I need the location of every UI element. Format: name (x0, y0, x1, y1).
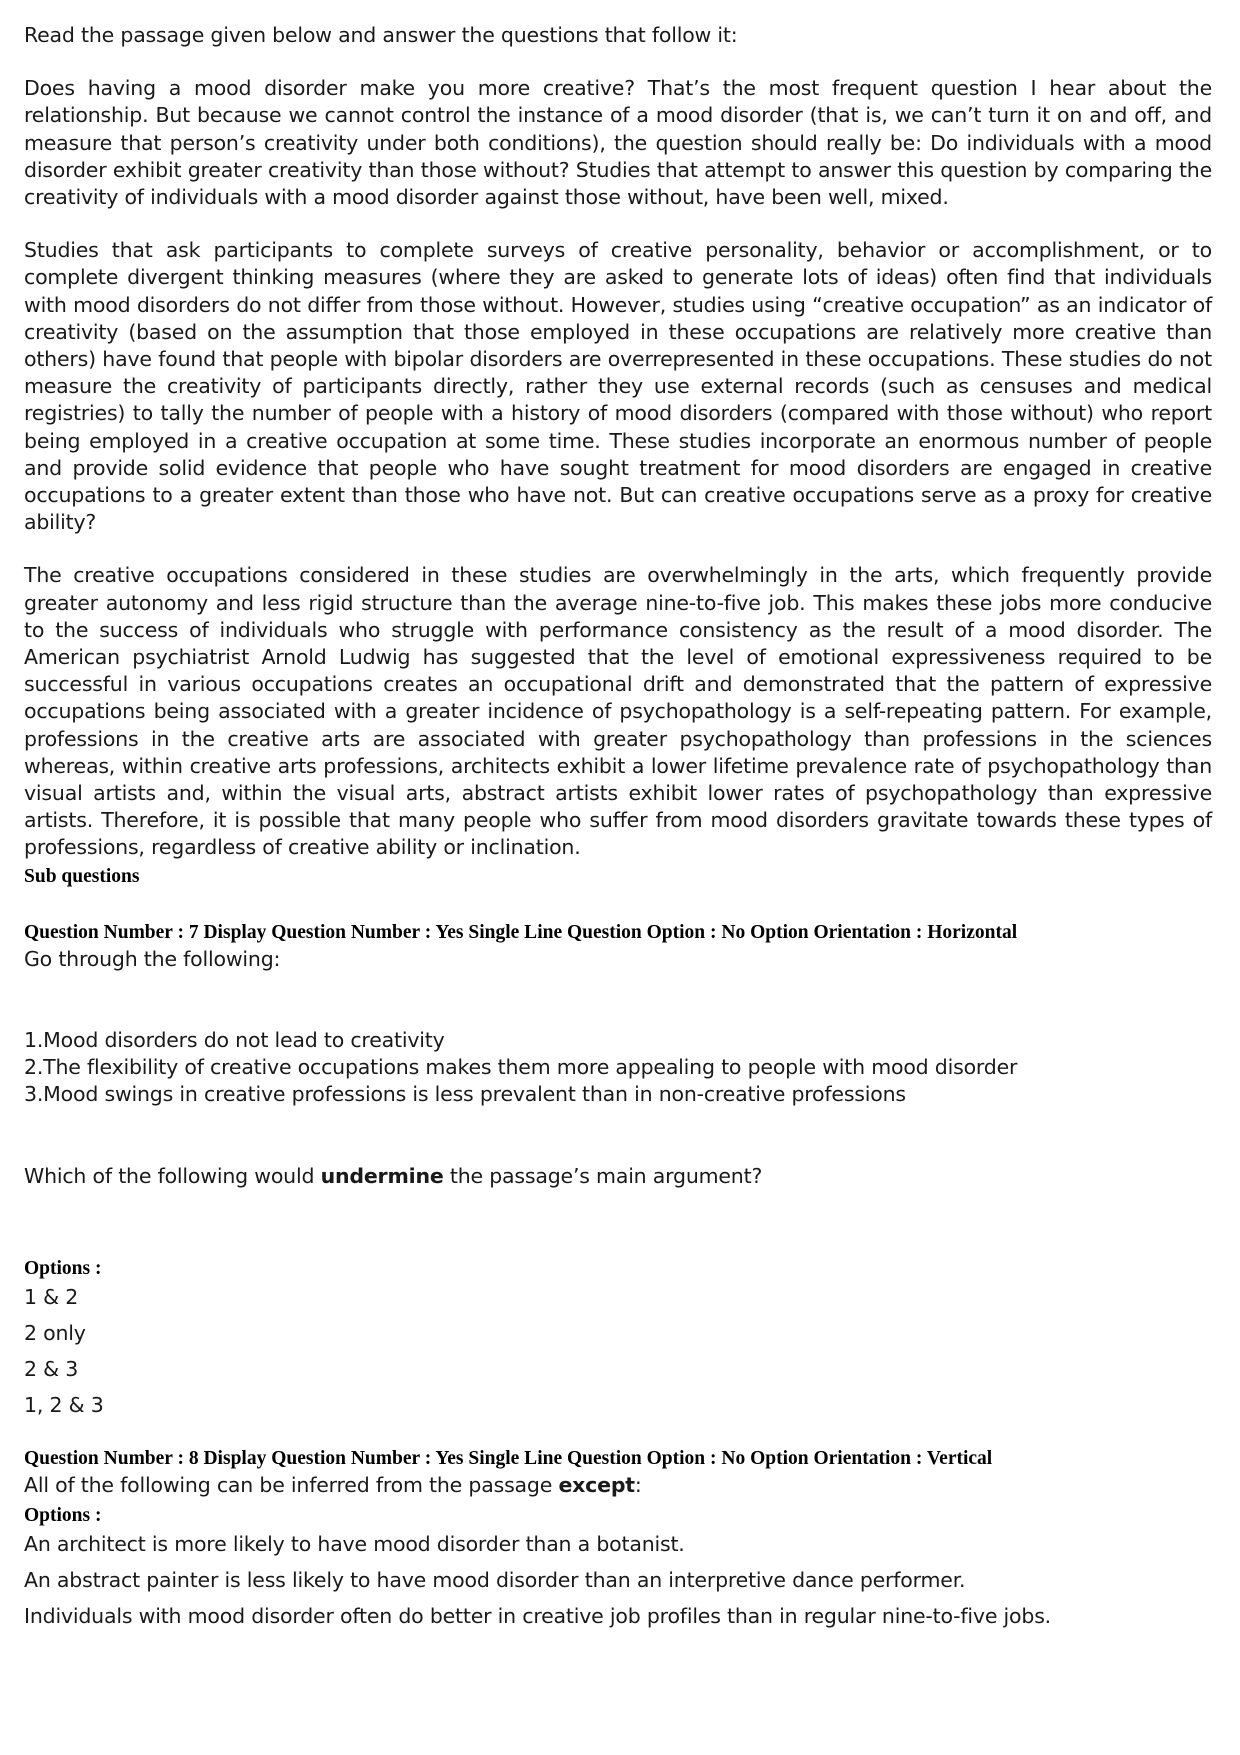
question-7-options-label: Options : (24, 1257, 102, 1279)
option-item[interactable]: An architect is more likely to have mood disorder than a botanist. (24, 1531, 685, 1556)
option-item[interactable]: An abstract painter is less likely to have mood disorder than an interpretive dance performer. (24, 1567, 966, 1592)
question-8-text-start: All of the following can be inferred from the passage (24, 1472, 559, 1497)
option-item[interactable]: 2 only (24, 1320, 86, 1345)
question-7-text (24, 1163, 1212, 1190)
passage-paragraph-3: The creative occupations considered in these studies are overwhelmingly in the arts, which frequently provide greater autonomy and less rigid structure than the average nine-to-five job. This makes these jobs more conducive to the success of individuals who struggle with performance consistency as the result of a mood disorder. The American psychiatrist Arnold Ludwig has suggested that the level of emotional expressiveness required to be successful in various occupations creates an occupational drift and demonstrated that the pattern of expressive occupations being associated with a greater incidence of psychopathology is a self-repeating pattern. For example, professions in the creative arts are associated with greater psychopathology than professions in the sciences whereas, within creative arts professions, architects exhibit a lower lifetime prevalence rate of psychopathology than visual artists and, within the visual arts, abstract artists exhibit lower rates of psychopathology than expressive artists. Therefore, it is possible that many people who suffer from mood disorders gravitate towards these types of professions, regardless of creative ability or inclination. (24, 563, 1212, 860)
question-7-text-start: Which of the following would (24, 1163, 321, 1188)
sub-questions-heading: Sub questions (24, 865, 140, 887)
question-8-options (24, 1531, 1212, 1631)
question-8-options-label: Options : (24, 1504, 102, 1526)
passage-paragraph-2: Studies that ask participants to complete surveys of creative personality, behavior or accomplishment, or to complete divergent thinking measures (where they are asked to generate lots of ideas) often find that individuals with mood disorders do not differ from those without. However, studies using “creative occupation” as an indicator of creativity (based on the assumption that those employed in these occupations are relatively more creative than others) have found that people with bipolar disorders are overrepresented in these occupations. These studies do not measure the creativity of participants directly, rather they use external records (such as censuses and medical registries) to tally the number of people with a history of mood disorders (compared with those without) who report being employed in a creative occupation at some time. These studies incorporate an enormous number of people and provide solid evidence that people who have sought treatment for mood disorders are engaged in creative occupations to a greater extent than those who have not. But can creative occupations serve as a proxy for creative ability? (24, 238, 1212, 535)
question-8-text-end: : (634, 1472, 642, 1497)
exam-document (24, 22, 1212, 1639)
option-item[interactable]: Individuals with mood disorder often do better in creative job profiles than in regular nine-to-five jobs. (24, 1604, 1051, 1629)
question-7-statements (24, 1027, 1212, 1109)
question-7-meta: Question Number : 7 Display Question Number : Yes Single Line Question Option : No Option Orientation : Horizontal (24, 921, 1018, 943)
question-7-intro: Go through the following: (24, 946, 281, 971)
question-8-meta: Question Number : 8 Display Question Number : Yes Single Line Question Option : No Option Orientation : Vertical (24, 1447, 993, 1469)
question-7-options (24, 1284, 1212, 1420)
statement-3: 3.Mood swings in creative professions is less prevalent than in non-creative professions (24, 1082, 906, 1107)
passage-instruction: Read the passage given below and answer the questions that follow it: (24, 23, 738, 47)
option-item[interactable]: 1, 2 & 3 (24, 1393, 104, 1418)
option-item[interactable]: 2 & 3 (24, 1357, 79, 1382)
passage-paragraph-1: Does having a mood disorder make you more creative? That’s the most frequent question I hear about the relationship. But because we cannot control the instance of a mood disorder (that is, we can’t turn it on and off, and measure that person’s creativity under both conditions), the question should really be: Do individuals with a mood disorder exhibit greater creativity than those without? Studies that attempt to answer this question by comparing the creativity of individuals with a mood disorder against those without, have been well, mixed. (24, 76, 1212, 210)
question-8-text (24, 1472, 1212, 1499)
statement-1: 1.Mood disorders do not lead to creativity (24, 1027, 445, 1052)
question-8 (24, 1446, 1212, 1631)
option-item[interactable]: 1 & 2 (24, 1284, 79, 1309)
question-7-keyword: undermine (320, 1163, 444, 1188)
question-8-keyword: except (558, 1472, 635, 1497)
question-7-text-end: the passage’s main argument? (443, 1163, 763, 1188)
statement-2: 2.The flexibility of creative occupations makes them more appealing to people with mood disorder (24, 1055, 1018, 1080)
question-7 (24, 920, 1212, 1420)
